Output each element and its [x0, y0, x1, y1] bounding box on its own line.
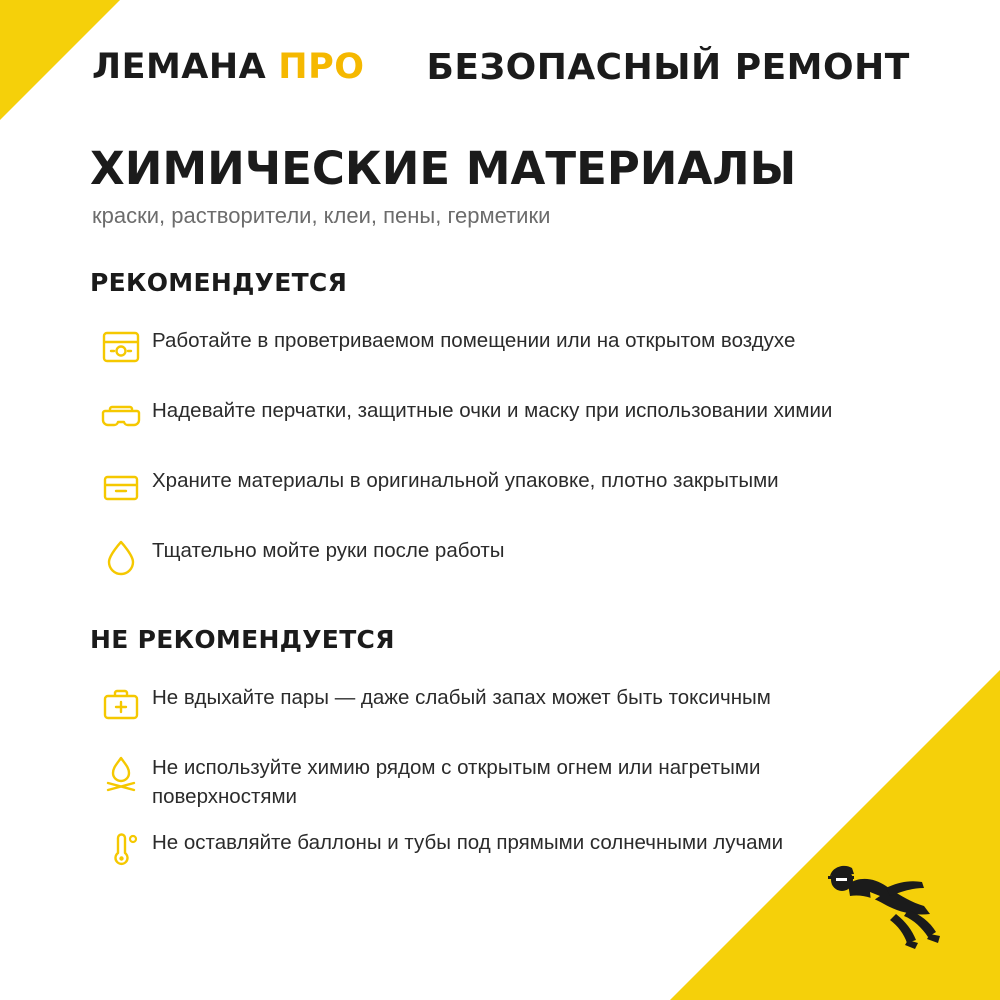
list-item	[90, 825, 920, 881]
section-recommended	[90, 268, 920, 603]
running-worker-mascot	[812, 848, 962, 958]
first-aid-kit-icon	[90, 680, 152, 736]
ventilation-window-icon	[90, 323, 152, 379]
section-title-recommended: РЕКОМЕНДУЕТСЯ	[90, 268, 348, 297]
thermometer-sun-icon	[90, 825, 152, 881]
list-item	[90, 323, 920, 379]
logo-main-text: ЛЕМАНА	[92, 47, 267, 87]
open-fire-icon	[90, 750, 152, 806]
list-item-label: Не используйте химию рядом с открытым огнем или нагретыми поверхностями	[152, 756, 761, 808]
header	[92, 38, 940, 96]
section-not-recommended	[90, 625, 920, 895]
brand-logo	[92, 47, 364, 87]
list-item	[90, 680, 920, 736]
page-title: ХИМИЧЕСКИЕ МАТЕРИАЛЫ	[90, 142, 797, 195]
list-item-label: Тщательно мойте руки после работы	[152, 539, 505, 562]
section-title-not-recommended: НЕ РЕКОМЕНДУЕТСЯ	[90, 625, 395, 654]
header-title: БЕЗОПАСНЫЙ РЕМОНТ	[426, 46, 910, 88]
list-item	[90, 533, 920, 589]
safety-goggles-icon	[90, 393, 152, 449]
list-item-label: Работайте в проветриваемом помещении или на открытом воздухе	[152, 329, 796, 352]
list-item	[90, 750, 920, 811]
water-drop-icon	[90, 533, 152, 589]
list-item-label: Храните материалы в оригинальной упаковке, плотно закрытыми	[152, 469, 779, 492]
list-item-label: Не оставляйте баллоны и тубы под прямыми солнечными лучами	[152, 831, 784, 854]
logo-accent-text: ПРО	[278, 47, 365, 87]
storage-box-icon	[90, 463, 152, 519]
list-item-label: Надевайте перчатки, защитные очки и маску при использовании химии	[152, 399, 833, 422]
list-item	[90, 393, 920, 449]
page-subtitle: краски, растворители, клеи, пены, герметики	[92, 203, 551, 228]
list-item	[90, 463, 920, 519]
list-item-label: Не вдыхайте пары — даже слабый запах может быть токсичным	[152, 686, 771, 709]
